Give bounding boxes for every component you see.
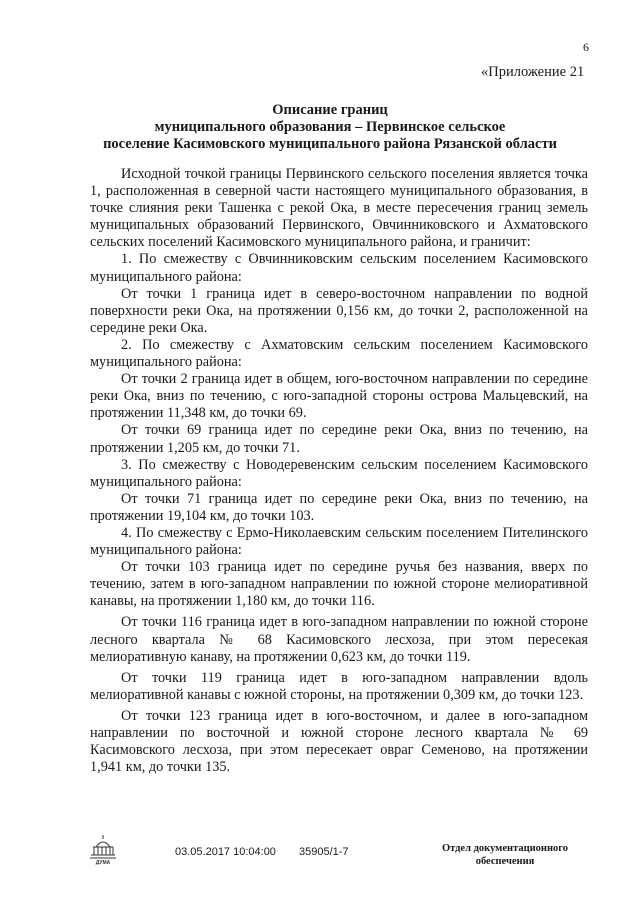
paragraph: От точки 1 граница идет в северо-восточном направлении по водной поверхности реки Ока, на протяжении 0,156 км, до точки 2, расположенной на середине реки Ока. <box>90 285 588 336</box>
paragraph-section-2: 2. По смежеству с Ахматовским сельским поселением Касимовского муниципального района: <box>90 336 588 371</box>
document-title <box>70 102 590 153</box>
paragraph: От точки 71 граница идет по середине реки Ока, вниз по течению, на протяжении 19,104 км, до точки 103. <box>90 490 588 524</box>
appendix-label: «Приложение 21 <box>481 64 585 80</box>
paragraph: От точки 116 граница идет в юго-западном направлении по южной стороне лесного квартала № 68 Касимовского лесхоза, при этом пересекая мелиоративную канаву, на протяжении 0,623 км, до точки 119. <box>90 614 588 665</box>
title-line-2: муниципального образования – Первинское сельское <box>154 119 506 135</box>
footer-dept-line-2: обеспечения <box>475 856 535 867</box>
paragraph-section-3: 3. По смежеству с Новодеревенским сельским поселением Касимовского муниципального района: <box>90 456 588 490</box>
paragraph: От точки 2 граница идет в общем, юго-восточном направлении по середине реки Ока, вниз по течению, с юго-западной стороны острова Мальцевский, на протяжении 11,348 км, до точки 69. <box>90 371 588 422</box>
paragraph-section-1: 1. По смежеству с Овчинниковским сельским поселением Касимовского муниципального района: <box>90 251 588 285</box>
footer-dept-line-1: Отдел документационного <box>441 843 569 854</box>
title-line-3: поселение Касимовского муниципального района Рязанской области <box>103 136 557 152</box>
footer-document-code: 35905/1-7 <box>299 846 349 858</box>
page-number: 6 <box>583 40 589 54</box>
duma-logo-icon <box>86 833 120 865</box>
paragraph-intro: Исходной точкой границы Первинского сельского поселения является точка 1, расположенная в северной части настоящего муниципального образования, в точке слияния реки Ташенка с рекой Ока, в месте пересечения границ земель муниципальных образований Первинского, Овчинниковского и Ахматовского сельских поселений Касимовского муниципального района, и граничит: <box>90 166 588 251</box>
paragraph: От точки 69 граница идет по середине реки Ока, вниз по течению, на протяжении 1,205 км, до точки 71. <box>90 422 588 456</box>
paragraph: От точки 119 граница идет в юго-западном направлении вдоль мелиоративной канавы с южной стороны, на протяжении 0,309 км, до точки 123. <box>90 669 588 703</box>
logo-text: ДУМА <box>95 860 111 865</box>
footer-department-stamp <box>430 842 580 868</box>
paragraph: От точки 103 граница идет по середине ручья без названия, вверх по течению, затем в юго-западном направлении по южной стороне мелиоративной канавы, на протяжении 1,180 км, до точки 116. <box>90 559 588 610</box>
paragraph: От точки 123 граница идет в юго-восточном, и далее в юго-западном направлении по восточной и южной стороне лесного квартала № 69 Касимовского лесхоза, при этом пересекает овраг Семеново, на протяжении 1,941 км, до точки 135. <box>90 707 588 776</box>
document-body <box>90 166 588 776</box>
footer-date: 03.05.2017 10:04:00 <box>175 846 276 858</box>
title-line-1: Описание границ <box>272 102 388 118</box>
paragraph-section-4: 4. По смежеству с Ермо-Николаевским сельским поселением Пителинского муниципального района: <box>90 524 588 559</box>
